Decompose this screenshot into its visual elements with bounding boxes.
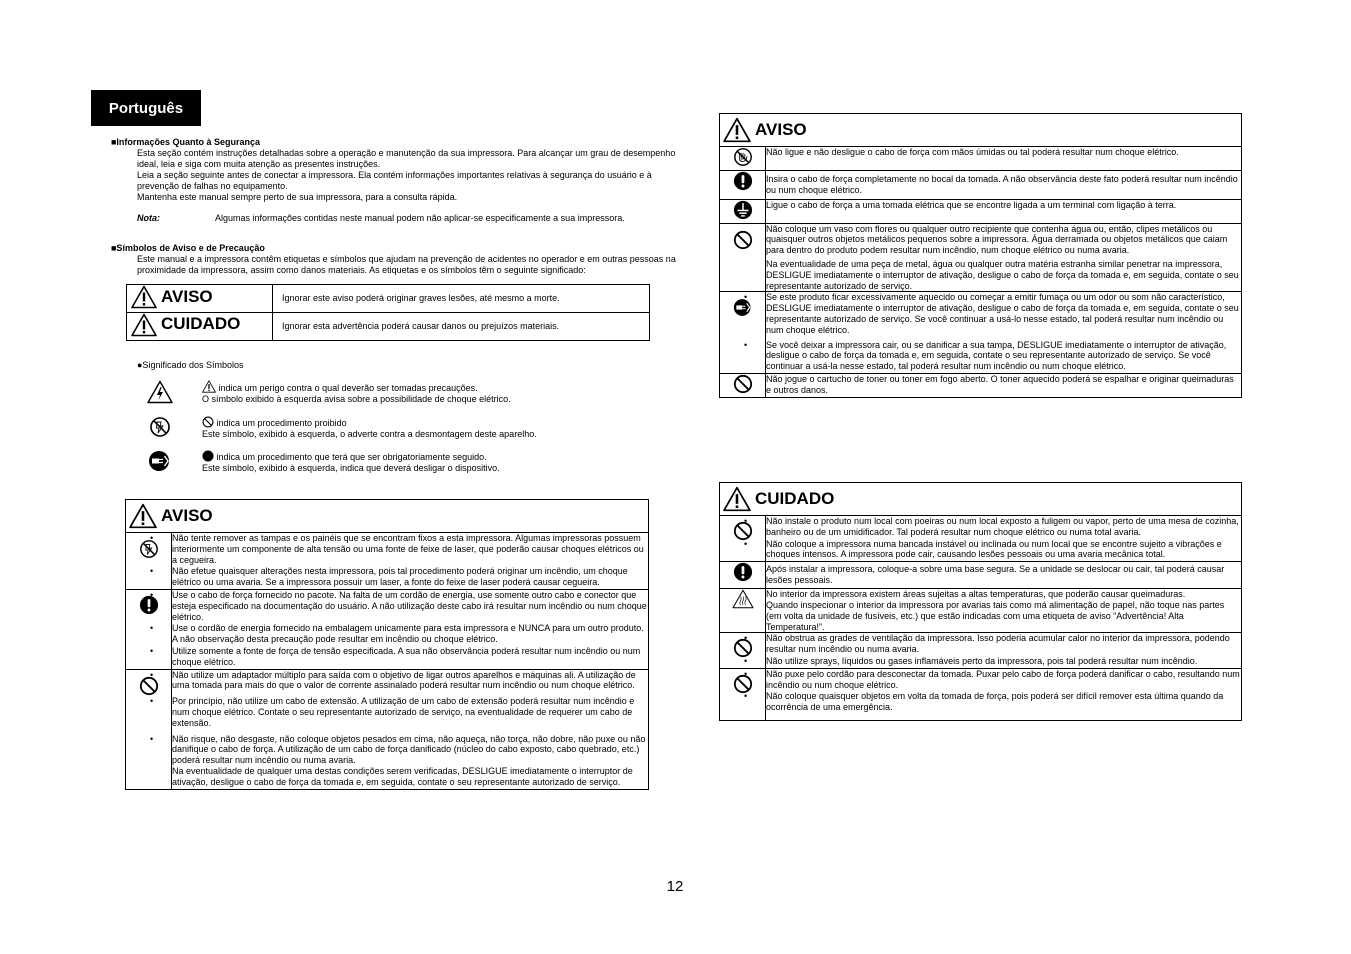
symbols-section-heading: ■Símbolos de Aviso e de Precaução (111, 243, 265, 253)
right-cuidado-title: CUIDADO (755, 488, 835, 508)
list-item: • Não utilize sprays, líquidos ou gases inflamáveis perto da impressora, pois tal poderá resultar num incêndio. (766, 656, 1241, 667)
warning-icon (723, 117, 751, 143)
list-item: • Não efetue quaisquer alterações nesta impressora, pois tal procedimento poderá originar um incêndio, um choque elétrico ou uma avaria. Se a impressora possuir um laser, a fonte do feixe de laser poderá causar cegueira. (172, 566, 648, 588)
row-text: Ligue o cabo de força a uma tomada elétrica que se encontre ligada a um terminal com ligação à terra. (766, 199, 1177, 210)
legend-row-cuidado (127, 312, 650, 340)
row-text: Na eventualidade de uma peça de metal, água ou qualquer outra matéria estranha similar penetrar na impressora, DESLIGUE imediatamente o interruptor de ativação, desligue o cabo de força da tomada e, em seguida, contate o seu representante autorizado de serviço. (766, 258, 1239, 291)
list-item: • Use o cordão de energia fornecido na embalagem unicamente para esta impressora e NUNCA para um outro produto. A não observação desta precaução pode resultar em incêndio ou choque elétrico. (172, 623, 648, 645)
table-row (126, 533, 649, 590)
symbol-meaning-line: indica um procedimento que terá que ser obrigatoriamente seguido. (216, 452, 487, 462)
list-item: • Se você deixar a impressora cair, ou se danificar a sua tampa, DESLIGUE imediatamente o interruptor de ativação, desligue o cabo de força da tomada e, em seguida, contate o seu representante autorizado de serviço. Se você continuar a usá-la nesse estado, tal poderá resultar num incêndio ou num choque elétrico. (766, 340, 1241, 372)
list-item: • Não obstrua as grades de ventilação da impressora. Isso poderia acumular calor no interior da impressora, podendo resultar num incêndio ou numa avaria. (766, 633, 1241, 655)
warning-icon (202, 380, 216, 393)
mandatory-icon (139, 595, 159, 615)
list-item: • Não tente remover as tampas e os painéis que se encontram fixos a esta impressora. Algumas impressoras possuem interiormente um componente de alta tensão ou uma fonte de feixe de laser, que poderão causar choques elétricos ou a cegueira. (172, 533, 648, 565)
table-row (126, 589, 649, 669)
info-paragraph-1: Esta seção contém instruções detalhadas sobre a operação e manutenção da sua impressora. Para alcançar um grau de desempenho ideal, leia e siga com muita atenção as presentes instruções. (137, 148, 676, 169)
table-row (720, 633, 1242, 668)
symbols-section-text: Este manual e a impressora contêm etiquetas e símbolos que ajudam na prevenção de acidentes no operador e em outras pessoas na proximidade da impressora, assim como danos materiais. As etiquetas e os símbolos têm o seguinte significado: (137, 254, 676, 275)
table-row (720, 589, 1242, 633)
prohibited-icon (733, 638, 753, 658)
symbol-meaning-item (140, 450, 500, 482)
row-text: Não coloque um vaso com flores ou qualquer outro recipiente que contenha água ou, então, clipes metálicos ou quaisquer outros objetos metálicos pequenos sobre a impressora. Água derramada ou objetos metálicos que caiam para dentro do produto podem resultar num incêndio, num choque elétrico ou numa avaria. (766, 223, 1228, 256)
warning-icon (723, 486, 751, 512)
table-row (720, 668, 1242, 720)
prohibited-icon (733, 374, 753, 394)
prohibited-icon (202, 416, 214, 428)
table-row (720, 516, 1242, 562)
signal-word-legend (126, 284, 650, 341)
no-disassemble-icon (149, 416, 171, 438)
legend-text-cuidado: Ignorar esta advertência poderá causar danos ou prejuízos materiais. (273, 312, 650, 340)
list-item: • Não utilize um adaptador múltiplo para saída com o objetivo de ligar outros aparelhos e máquinas ali. A utilização de uma tomada para mais do que o valor de corrente assinalado poderá resultar num incêndio ou num choque elétrico. (172, 670, 648, 692)
prohibited-icon (733, 230, 753, 250)
mandatory-icon (733, 562, 753, 582)
row-text: Não ligue e não desligue o cabo de força com mãos úmidas ou tal poderá resultar num choque elétrico. (766, 147, 1179, 157)
list-item: • Não risque, não desgaste, não coloque objetos pesados em cima, não aqueça, não torça, não dobre, não puxe ou não danifique o cabo de força. A utilização de um cabo de força danificado (núcleo do cabo exposto, cabo quebrado, etc.) poderá resultar num incêndio ou numa avaria. Na eventualidade de qualquer uma destas condições serem verificadas, DESLIGUE imediatamente o interruptor de ativação, desligue o cabo de força da tomada e, em seguida, contate o seu representante autorizado de serviço. (172, 734, 648, 788)
list-item: • Não puxe pelo cordão para desconectar da tomada. Puxar pelo cabo de força poderá danificar o cabo, resultando num incêndio ou num choque elétrico. (766, 669, 1241, 691)
prohibited-icon (139, 676, 159, 696)
warning-icon (131, 285, 157, 309)
prohibited-icon (733, 674, 753, 694)
table-row (720, 199, 1242, 223)
table-row (720, 170, 1242, 199)
ground-icon (733, 200, 753, 220)
legend-row-aviso (127, 285, 650, 313)
right-aviso-table (719, 113, 1242, 398)
wet-hands-prohibited-icon (733, 147, 753, 167)
mandatory-dot-icon (202, 450, 214, 462)
info-paragraph-2: Leia a seção seguinte antes de conectar a impressora. Ela contém informações importantes relativas à segurança do usuário e à prevenção de falhas no equipamento. (137, 170, 652, 191)
unplug-icon (148, 450, 172, 472)
symbol-meaning-line: indica um perigo contra o qual deverão ser tomadas precauções. (218, 383, 478, 393)
info-section-heading: ■Informações Quanto à Segurança (111, 137, 260, 147)
row-text: No interior da impressora existem áreas sujeitas a altas temperaturas, que poderão causar queimaduras. Quando inspecionar o interior da impressora por avarias tais como má alimentação de papel, não toque nas partes (em volta da unidade de fusíveis, etc.) que estão indicadas com uma etiqueta de aviso “Advertência! Alta Temperatura!”. (766, 589, 1225, 632)
warning-icon (129, 503, 157, 529)
legend-label-aviso: AVISO (161, 286, 213, 306)
symbol-meaning-line: indica um procedimento proibido (216, 418, 347, 428)
symbol-meaning-item (140, 380, 511, 412)
symbol-meaning-line: Este símbolo, exibido à esquerda, o adverte contra a desmontagem deste aparelho. (202, 429, 537, 439)
legend-text-aviso: Ignorar este aviso poderá originar graves lesões, até mesmo a morte. (273, 285, 650, 313)
row-text: Após instalar a impressora, coloque-a sobre uma base segura. Se a unidade se deslocar ou cair, tal poderá causar lesões pessoais. (766, 564, 1225, 586)
list-item: • Não instale o produto num local com poeiras ou num local exposto a fuligem ou vapor, perto de uma mesa de cozinha, banheiro ou de um umidificador. Tal poderá resultar num choque elétrico ou numa total avaria. (766, 516, 1241, 538)
symbol-meaning-line: Este símbolo, exibido à esquerda, indica que deverá desligar o dispositivo. (202, 463, 500, 473)
legend-label-cuidado: CUIDADO (161, 314, 241, 334)
symbol-meaning-line: O símbolo exibido à esquerda avisa sobre a possibilidade de choque elétrico. (202, 394, 511, 404)
table-row (720, 373, 1242, 397)
row-text: Não jogue o cartucho de toner ou toner em fogo aberto. O toner aquecido poderá se espalhar e originar queimaduras e outros danos. (766, 373, 1234, 395)
note-label: Nota: (137, 213, 160, 223)
table-row (720, 562, 1242, 589)
list-item: • Não coloque quaisquer objetos em volta da tomada de força, pois poderá ser difícil remover esta última quando da ocorrência de uma emergência. (766, 691, 1241, 713)
row-text: Insira o cabo de força completamente no bocal da tomada. A não observância deste fato poderá resultar num incêndio ou num choque elétrico. (766, 174, 1238, 195)
right-cuidado-table (719, 482, 1242, 721)
electric-shock-warning-icon (147, 380, 173, 404)
table-row (720, 147, 1242, 171)
warning-icon (131, 313, 157, 337)
mandatory-icon (733, 171, 753, 191)
table-row (126, 669, 649, 789)
note-text: Algumas informações contidas neste manual podem não aplicar-se especificamente a sua impressora. (215, 213, 625, 223)
left-aviso-title: AVISO (161, 505, 213, 525)
right-aviso-title: AVISO (755, 119, 807, 139)
page-number: 12 (666, 878, 684, 895)
list-item: • Use o cabo de força fornecido no pacote. Na falta de um cordão de energia, use somente outro cabo e conector que esteja especificado na documentação do usuário. A não utilização deste cabo irá resultar num incêndio ou num choque elétrico. (172, 590, 648, 622)
left-aviso-table (125, 499, 649, 790)
info-paragraph-3: Mantenha este manual sempre perto de sua impressora, para a consulta rápida. (137, 192, 458, 202)
symbol-meaning-heading: ●Significado dos Símbolos (137, 360, 244, 370)
list-item: • Não coloque a impressora numa bancada instável ou inclinada ou num local que se encontre sujeito a vibrações e choques intensos. A impressora pode cair, causando lesões pessoais ou uma avaria mecânica total. (766, 539, 1241, 561)
hot-surface-icon (732, 589, 754, 609)
table-row (720, 223, 1242, 292)
symbol-meaning-item (140, 416, 537, 448)
prohibited-icon (733, 521, 753, 541)
list-item: • Utilize somente a fonte de força de tensão especificada. A sua não observância poderá resultar num incêndio ou num choque elétrico. (172, 646, 648, 668)
list-item: • Se este produto ficar excessivamente aquecido ou começar a emitir fumaça ou um odor ou som não característico, DESLIGUE imediatamente o interruptor de ativação, desligue o cabo de força da tomada e, em seguida, contate o seu representante autorizado de serviço. Se você continuar a usá-lo nesse estado, tal poderá resultar num incêndio ou num choque elétrico. (766, 292, 1241, 335)
list-item: • Por princípio, não utilize um cabo de extensão. A utilização de um cabo de extensão poderá resultar num incêndio e num choque elétrico. Contate o seu representante autorizado de serviço, na eventualidade de requerer um cabo de extensão. (172, 696, 648, 728)
table-row (720, 292, 1242, 374)
unplug-icon (733, 298, 753, 317)
language-tab: Português (91, 90, 201, 126)
no-disassemble-icon (139, 539, 159, 559)
